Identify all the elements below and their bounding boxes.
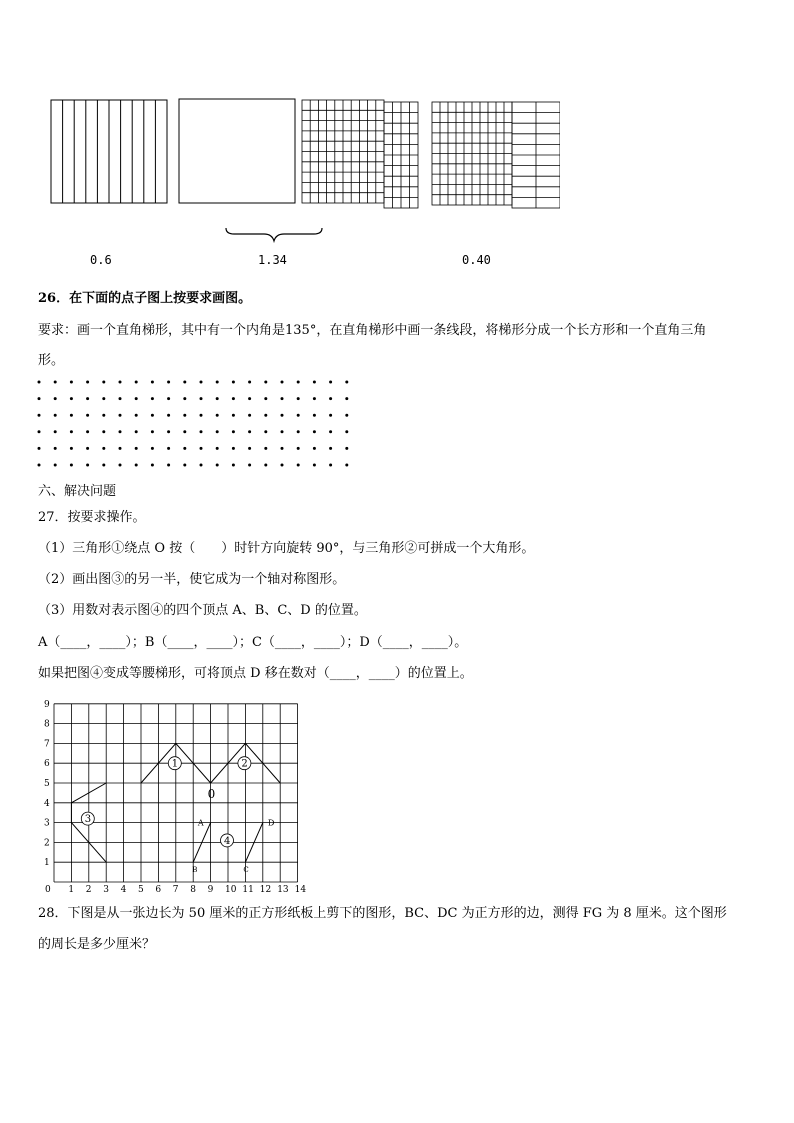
- dot: [167, 397, 170, 400]
- dot: [281, 414, 284, 417]
- figure-label-1: 0.6: [90, 253, 112, 267]
- dot: [345, 430, 348, 433]
- dot: [54, 430, 57, 433]
- grid-lines: [54, 704, 298, 882]
- dot: [297, 397, 300, 400]
- dot: [297, 414, 300, 417]
- dot: [70, 397, 73, 400]
- dot: [200, 430, 203, 433]
- y-tick-label: 3: [44, 818, 50, 829]
- dot: [151, 381, 154, 384]
- dot: [54, 464, 57, 467]
- dot: [102, 430, 105, 433]
- x-tick-label: 13: [277, 885, 289, 892]
- dot: [248, 447, 251, 450]
- q26-title: 26．在下面的点子图上按要求画图。: [38, 291, 252, 306]
- dot: [151, 430, 154, 433]
- dot: [200, 381, 203, 384]
- dot: [281, 464, 284, 467]
- x-axis-ticks: [45, 885, 306, 892]
- q27-title: 27．按要求操作。: [38, 510, 146, 525]
- dot: [54, 397, 57, 400]
- dot: [200, 447, 203, 450]
- dot: [102, 397, 105, 400]
- dot: [70, 464, 73, 467]
- dot: [313, 381, 316, 384]
- dot: [248, 430, 251, 433]
- point-a: A: [197, 818, 204, 828]
- y-tick-label: 2: [44, 838, 50, 849]
- dot: [264, 381, 267, 384]
- dot-paper[interactable]: [36, 374, 356, 480]
- dot: [70, 381, 73, 384]
- dot: [232, 464, 235, 467]
- dot: [264, 447, 267, 450]
- dot: [264, 414, 267, 417]
- figure-hundredths-grid-1: [302, 100, 418, 208]
- figure-tenths-strips: [51, 100, 167, 203]
- dot: [216, 430, 219, 433]
- y-tick-label: 8: [44, 719, 50, 730]
- dot: [54, 381, 57, 384]
- dot: [297, 381, 300, 384]
- dot: [297, 447, 300, 450]
- dot: [38, 414, 41, 417]
- q28-line1: 28．下图是从一张边长为 50 厘米的正方形纸板上剪下的图形，BC、DC 为正方形的边，测得 FG 为 8 厘米。这个图形: [38, 906, 727, 921]
- dot: [151, 414, 154, 417]
- y-tick-label: 9: [44, 699, 50, 710]
- dot: [38, 447, 41, 450]
- coordinate-grid: [30, 692, 320, 892]
- dot: [329, 381, 332, 384]
- dot: [119, 464, 122, 467]
- x-tick-label: 8: [190, 885, 196, 892]
- dot: [345, 414, 348, 417]
- y-tick-label: 5: [44, 779, 50, 789]
- dot: [119, 430, 122, 433]
- dot: [151, 447, 154, 450]
- q26-requirement-line2: 形。: [38, 353, 65, 368]
- x-tick-label: 6: [155, 885, 162, 892]
- y-axis-ticks: [44, 700, 50, 868]
- dot: [345, 464, 348, 467]
- figure-label-2: 1.34: [258, 253, 287, 267]
- dot: [264, 464, 267, 467]
- q28-line2: 的周长是多少厘米？: [38, 937, 156, 952]
- dot: [313, 464, 316, 467]
- dot: [54, 447, 57, 450]
- dot: [313, 430, 316, 433]
- dot: [167, 381, 170, 384]
- dot: [102, 464, 105, 467]
- dot: [313, 397, 316, 400]
- point-d: D: [268, 818, 275, 828]
- dot: [86, 447, 89, 450]
- dot: [151, 397, 154, 400]
- dot: [232, 430, 235, 433]
- dot: [264, 430, 267, 433]
- shape-number: 2: [241, 758, 248, 770]
- shape-number: 1: [171, 758, 179, 770]
- x-tick-label: 5: [138, 885, 144, 892]
- q27-isosceles-question[interactable]: 如果把图④变成等腰梯形，可将顶点 D 移在数对（____，____）的位置上。: [38, 666, 473, 681]
- dot: [329, 464, 332, 467]
- dot: [183, 464, 186, 467]
- dot: [135, 447, 138, 450]
- dot: [232, 414, 235, 417]
- x-tick-label: 7: [172, 885, 179, 892]
- dot: [281, 397, 284, 400]
- dot: [216, 464, 219, 467]
- dot: [151, 464, 154, 467]
- dot: [38, 397, 41, 400]
- dot: [86, 397, 89, 400]
- dot: [135, 430, 138, 433]
- y-tick-label: 1: [44, 858, 50, 869]
- dot: [102, 381, 105, 384]
- dot: [183, 397, 186, 400]
- brace: [226, 228, 322, 241]
- dot: [86, 414, 89, 417]
- dot: [329, 430, 332, 433]
- x-tick-label: 10: [225, 885, 237, 892]
- dot: [216, 414, 219, 417]
- q26-requirement-line1: 要求：画一个直角梯形，其中有一个内角是135°，在直角梯形中画一条线段，将梯形分成一个长方形和一个直角三角: [38, 323, 707, 338]
- dot: [248, 397, 251, 400]
- x-tick-label: 12: [259, 885, 272, 892]
- dot: [167, 430, 170, 433]
- dot: [345, 381, 348, 384]
- dot: [297, 464, 300, 467]
- x-tick-label: 14: [294, 885, 307, 892]
- figure-whole-square: [179, 99, 295, 203]
- dot: [281, 447, 284, 450]
- dot: [264, 397, 267, 400]
- dot: [200, 414, 203, 417]
- dot: [135, 397, 138, 400]
- dot: [86, 381, 89, 384]
- dot: [183, 381, 186, 384]
- dot: [102, 447, 105, 450]
- y-tick-label: 6: [44, 759, 50, 770]
- dot: [313, 414, 316, 417]
- dot: [38, 381, 41, 384]
- dot: [119, 447, 122, 450]
- dot: [232, 381, 235, 384]
- dot: [167, 447, 170, 450]
- y-tick-label: 4: [44, 798, 50, 809]
- dot: [119, 397, 122, 400]
- dot: [297, 430, 300, 433]
- q27-vertex-blanks[interactable]: A（____，____）；B（____，____）；C（____，____）；D（____，____）。: [38, 635, 468, 650]
- x-tick-label: 2: [85, 885, 92, 892]
- dot: [183, 447, 186, 450]
- dot: [248, 414, 251, 417]
- x-tick-label: 0: [45, 885, 51, 892]
- q27-part3: （3）用数对表示图④的四个顶点 A、B、C、D 的位置。: [38, 603, 367, 618]
- x-tick-label: 4: [120, 885, 127, 892]
- shape-number: 3: [84, 814, 92, 826]
- y-tick-label: 7: [44, 739, 50, 750]
- dot: [345, 397, 348, 400]
- dot: [38, 430, 41, 433]
- figure-label-3: 0.40: [462, 253, 491, 267]
- dot: [216, 447, 219, 450]
- x-tick-label: 9: [207, 885, 214, 892]
- dot: [135, 381, 138, 384]
- section-heading: 六、解决问题: [38, 484, 117, 499]
- point-o: 0: [207, 786, 216, 801]
- dot: [70, 414, 73, 417]
- decimal-figures: [40, 90, 560, 250]
- dot: [167, 464, 170, 467]
- dot: [38, 464, 41, 467]
- dot: [183, 430, 186, 433]
- dot: [248, 381, 251, 384]
- dot: [54, 414, 57, 417]
- figure-hundredths-grid-2: [432, 102, 560, 208]
- dot: [70, 447, 73, 450]
- dot: [200, 464, 203, 467]
- dot: [329, 414, 332, 417]
- dot: [329, 447, 332, 450]
- dot: [281, 430, 284, 433]
- dot: [200, 397, 203, 400]
- x-tick-label: 1: [68, 885, 75, 892]
- q27-part2: （2）画出图③的另一半，使它成为一个轴对称图形。: [38, 572, 346, 587]
- dot: [167, 414, 170, 417]
- dot: [216, 397, 219, 400]
- point-b: B: [192, 866, 198, 875]
- dot: [281, 381, 284, 384]
- dot: [119, 414, 122, 417]
- dot: [345, 447, 348, 450]
- dot: [329, 397, 332, 400]
- x-tick-label: 11: [242, 885, 254, 892]
- dot: [70, 430, 73, 433]
- dot: [86, 464, 89, 467]
- dot: [183, 414, 186, 417]
- point-c: C: [243, 866, 249, 875]
- dot: [102, 414, 105, 417]
- dot: [216, 381, 219, 384]
- dot: [313, 447, 316, 450]
- x-tick-label: 3: [103, 885, 109, 892]
- q27-part1: （1）三角形①绕点 O 按（ ）时针方向旋转 90°，与三角形②可拼成一个大角形。: [38, 541, 535, 556]
- dot: [86, 430, 89, 433]
- dot: [232, 447, 235, 450]
- shape-number: 4: [224, 835, 231, 847]
- dot: [248, 464, 251, 467]
- dot: [135, 464, 138, 467]
- dot: [232, 397, 235, 400]
- dot: [135, 414, 138, 417]
- dot: [119, 381, 122, 384]
